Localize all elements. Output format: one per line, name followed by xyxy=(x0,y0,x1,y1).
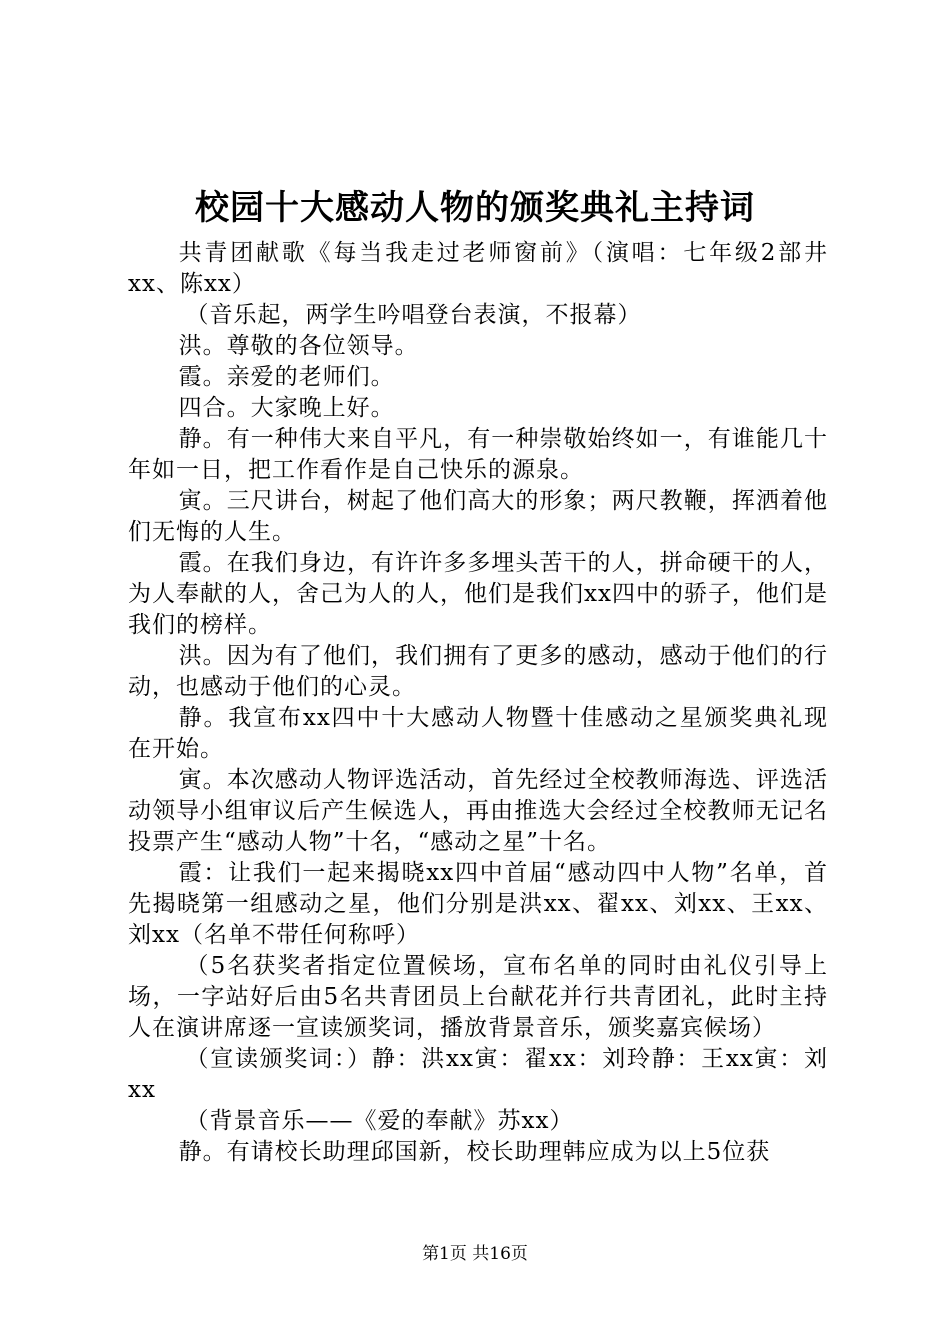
paragraph: 静。有一种伟大来自平凡，有一种崇敬始终如一，有谁能几十年如一日，把工作看作是自己快乐的源泉。 xyxy=(128,426,828,483)
paragraph: 霞：让我们一起来揭晓xx四中首届“感动四中人物”名单，首先揭晓第一组感动之星，他们分别是洪xx、翟xx、刘xx、王xx、刘xx（名单不带任何称呼） xyxy=(128,860,828,948)
paragraph: 洪。尊敬的各位领导。 xyxy=(178,333,419,359)
paragraph: 静。我宣布xx四中十大感动人物暨十佳感动之星颁奖典礼现在开始。 xyxy=(128,705,828,762)
paragraph: 静。有请校长助理邱国新，校长助理韩应成为以上5位获 xyxy=(178,1139,771,1165)
paragraph: 四合。大家晚上好。 xyxy=(178,395,395,421)
paragraph: （音乐起，两学生吟唱登台表演，不报幕） xyxy=(185,302,642,328)
paragraph: （5名获奖者指定位置候场，宣布名单的同时由礼仪引导上场，一字站好后由5名共青团员上台献花并行共青团礼，此时主持人在演讲席逐一宣读颁奖词，播放背景音乐，颁奖嘉宾候场） xyxy=(128,953,828,1041)
paragraph: （宣读颁奖词：）静：洪xx寅：翟xx：刘玲静：王xx寅：刘xx xyxy=(128,1046,828,1103)
paragraph: 霞。亲爱的老师们。 xyxy=(178,364,395,390)
paragraph: 寅。三尺讲台，树起了他们高大的形象；两尺教鞭，挥洒着他们无悔的人生。 xyxy=(128,488,828,545)
paragraph: （背景音乐——《爱的奉献》苏xx） xyxy=(185,1108,574,1134)
page-number-footer: 第1页 共16页 xyxy=(422,1244,528,1264)
paragraph: 霞。在我们身边，有许许多多埋头苦干的人，拼命硬干的人，为人奉献的人，舍己为人的人，他们是我们xx四中的骄子，他们是我们的榜样。 xyxy=(128,550,828,638)
paragraph: 寅。本次感动人物评选活动，首先经过全校教师海选、评选活动领导小组审议后产生候选人，再由推选大会经过全校教师无记名投票产生“感动人物”十名，“感动之星”十名。 xyxy=(128,767,828,855)
document-body xyxy=(128,238,828,1168)
paragraph: 共青团献歌《每当我走过老师窗前》（演唱：七年级2部井xx、陈xx） xyxy=(128,240,828,297)
document-title: 校园十大感动人物的颁奖典礼主持词 xyxy=(195,188,755,228)
paragraph: 洪。因为有了他们，我们拥有了更多的感动，感动于他们的行动，也感动于他们的心灵。 xyxy=(128,643,828,700)
